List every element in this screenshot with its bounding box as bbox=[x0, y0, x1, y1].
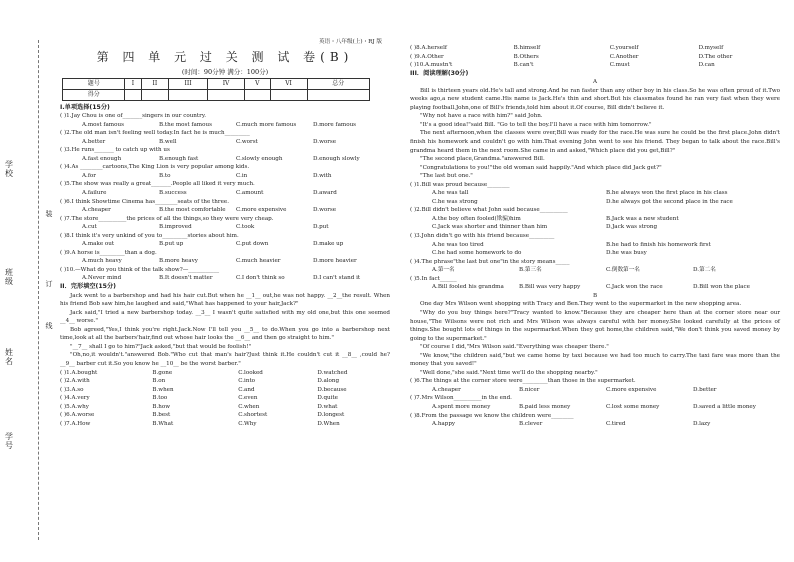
score-cell: V bbox=[245, 78, 271, 89]
passage-paragraph: The next afternoon,when the classes were over,Bill was ready for the race.He was sure he could be the first place.John didn't finish his homework and couldn't go with him.That evening John went to see his friend. They began to talk about the race.Bill's grandma heard them in the next room.She came in and asked,"Which place did you get,Bill?" bbox=[410, 130, 780, 154]
question-stem: ( )10.—What do you think of the talk show?—___________ bbox=[60, 266, 220, 273]
reading-passage-b bbox=[410, 300, 780, 377]
answer-option[interactable]: A.the boy often fooled(欺骗)him bbox=[432, 215, 521, 222]
cloze-option-row bbox=[60, 386, 390, 395]
answer-option[interactable]: D.第二名 bbox=[693, 267, 716, 274]
cloze-option[interactable]: C.shortest bbox=[238, 412, 268, 419]
binding-word-ding: 订 bbox=[45, 280, 53, 288]
question-stem: ( )1.Jay Chou is one of_______singers in our country. bbox=[60, 113, 207, 120]
cloze-option[interactable]: B.gone bbox=[152, 369, 173, 376]
answer-option[interactable]: A.most famous bbox=[82, 121, 124, 128]
cloze-option[interactable]: D.quite bbox=[317, 395, 338, 402]
answer-options bbox=[410, 266, 780, 275]
time-score: (时间：90分钟 满分：100分) bbox=[181, 67, 269, 76]
question-stem: ( )4.As ________cartoons,The King Lion is very popular among kids. bbox=[60, 164, 250, 171]
score-table bbox=[62, 78, 370, 101]
cloze-option[interactable]: C.and bbox=[238, 386, 255, 393]
answer-option[interactable]: D.he was busy bbox=[606, 250, 647, 257]
answer-option[interactable]: A.fast enough bbox=[82, 155, 122, 162]
answer-options bbox=[410, 241, 780, 250]
question-stem: ( )5.In fact______ bbox=[410, 275, 457, 282]
question-stem: ( )6.I think Showtime Cinema has________seats of the three. bbox=[60, 198, 229, 205]
cloze-option: ( )10.A.mustn't bbox=[410, 62, 453, 69]
answer-option[interactable]: C.I don't think so bbox=[236, 275, 285, 282]
cloze-option: ( )7.A.How bbox=[60, 420, 91, 427]
answer-option[interactable]: D.put bbox=[313, 224, 329, 231]
score-cell: IV bbox=[208, 78, 245, 89]
answer-option[interactable]: C.lost some money bbox=[606, 403, 660, 410]
answer-option[interactable]: B.clever bbox=[519, 421, 543, 428]
answer-option[interactable]: A.cut bbox=[82, 224, 97, 231]
answer-option[interactable]: A.he was tall bbox=[432, 190, 469, 197]
answer-option[interactable]: C.worst bbox=[236, 138, 258, 145]
cloze-option[interactable]: D.because bbox=[317, 386, 347, 393]
answer-options bbox=[60, 223, 390, 232]
answer-option[interactable]: B.enough fast bbox=[159, 155, 199, 162]
answer-options bbox=[410, 198, 780, 207]
cloze-option[interactable]: C.even bbox=[238, 395, 258, 402]
answer-option[interactable]: C.he was strong bbox=[432, 198, 478, 205]
cloze-options-continued bbox=[410, 44, 780, 70]
question-stem: ( )2.The old man isn't feeling well today.In fact he is much_________ bbox=[60, 130, 250, 137]
answer-option[interactable]: C.put down bbox=[236, 241, 269, 248]
answer-options bbox=[60, 189, 390, 198]
cloze-option: ( )2.A.with bbox=[60, 378, 90, 385]
reading-questions-a bbox=[410, 181, 780, 292]
question-stem: ( )1.Bill was proud because________ bbox=[410, 181, 510, 188]
question-stem: ( )7.The store__________the prices of all the things,so they were very cheap. bbox=[60, 215, 274, 222]
answer-option[interactable]: C.倒数第一名 bbox=[606, 267, 640, 274]
answer-option[interactable]: A.spent more money bbox=[432, 403, 491, 410]
cloze-option-row bbox=[60, 369, 390, 378]
cloze-option[interactable]: C.into bbox=[238, 378, 256, 385]
score-cell: VI bbox=[270, 78, 307, 89]
answer-option[interactable]: D.enough slowly bbox=[313, 155, 360, 162]
score-cell: 得分 bbox=[63, 89, 125, 100]
answer-options bbox=[60, 274, 390, 283]
question-stem: ( )7.Mrs Wilson__________in the end. bbox=[410, 395, 512, 402]
cloze-options bbox=[60, 369, 390, 429]
answer-options bbox=[60, 138, 390, 147]
answer-options bbox=[410, 403, 780, 412]
score-table-score-row bbox=[63, 89, 370, 100]
answer-option[interactable]: C.more expensive bbox=[606, 386, 657, 393]
passage-paragraph: "The second place,Grandma."answered Bill. bbox=[420, 156, 545, 163]
question-stem: ( )3.He runs_______ to catch up with us bbox=[60, 147, 170, 154]
answer-option[interactable]: A.第一名 bbox=[432, 267, 455, 274]
answer-option[interactable]: D.worse bbox=[313, 138, 337, 145]
answer-option[interactable]: C.in bbox=[236, 172, 248, 179]
cloze-option[interactable]: B.too bbox=[152, 395, 168, 402]
binding-label-class: 班级 bbox=[5, 268, 13, 286]
binding-word-zhuang: 装 bbox=[45, 210, 53, 218]
score-input-cell[interactable] bbox=[245, 89, 271, 100]
cloze-option[interactable]: D.myself bbox=[698, 45, 724, 51]
cloze-option: ( )4.A.very bbox=[60, 395, 90, 402]
score-input-cell[interactable] bbox=[141, 89, 169, 100]
answer-option[interactable]: B.to bbox=[159, 172, 171, 179]
answer-option[interactable]: D.Bill won the place bbox=[693, 284, 750, 291]
passage-paragraph: "We know,"the children said,"but we came home by taxi because we had too much to carry.The taxi fare was more than the money that you saved!" bbox=[410, 352, 780, 368]
answer-option[interactable]: B.put up bbox=[159, 241, 184, 248]
score-cell: 总分 bbox=[307, 78, 369, 89]
cloze-option[interactable]: B.can't bbox=[513, 62, 534, 69]
answer-options bbox=[60, 121, 390, 130]
cloze-option[interactable]: B.on bbox=[152, 378, 166, 385]
answer-option[interactable]: A.much heavy bbox=[82, 258, 122, 265]
passage-paragraph: One day Mrs Wilson went shopping with Tracy and Ben.They went to the supermarket in the new shopping area. bbox=[420, 301, 742, 308]
answer-option[interactable]: C.much more famous bbox=[236, 121, 297, 128]
answer-option[interactable]: A.better bbox=[82, 138, 106, 145]
answer-option[interactable]: D.lazy bbox=[693, 421, 711, 428]
cloze-option: ( )8.A.herself bbox=[410, 45, 447, 51]
answer-option[interactable]: D.I can't stand it bbox=[313, 275, 361, 282]
answer-option[interactable]: D.make up bbox=[313, 241, 344, 248]
binding-label-name: 姓名 bbox=[5, 348, 13, 366]
binding-word-xian: 线 bbox=[45, 322, 53, 330]
section-title: I.单项选择(15分) bbox=[60, 103, 110, 111]
answer-option[interactable]: B.success bbox=[159, 190, 187, 197]
answer-option[interactable]: A.Bill fooled his grandma bbox=[432, 284, 504, 291]
answer-option[interactable]: B.It doesn't matter bbox=[159, 275, 213, 282]
cloze-option[interactable]: D.The other bbox=[698, 53, 733, 60]
answer-option[interactable]: C.amount bbox=[236, 190, 264, 197]
answer-options bbox=[410, 189, 780, 198]
score-cell: III bbox=[169, 78, 208, 89]
answer-option[interactable]: B.he had to finish his homework first bbox=[606, 241, 711, 248]
cloze-option[interactable]: C.when bbox=[238, 403, 260, 410]
passage-paragraph: Bill is thirteen years old.He's tall and strong.And he ran faster than any other boy in his class.So he was often proud of it.Two weeks ago,a new student came.His name is Jack.He's thin and short.But his classmates found he ran very fast when they were playing football.John,one of Bill's friends,told him about it.Of course, Bill didn't believe it. bbox=[410, 87, 780, 111]
cloze-option[interactable]: D.can bbox=[698, 62, 715, 69]
question-stem: ( )3.John didn't go with his friend because_________ bbox=[410, 233, 555, 240]
cloze-option[interactable]: D.When bbox=[317, 420, 340, 427]
question-stem: ( )8.I think it's very unkind of you to_________stories about him. bbox=[60, 232, 239, 239]
answer-options bbox=[60, 155, 390, 164]
answer-options bbox=[410, 223, 780, 232]
answer-options bbox=[60, 172, 390, 181]
answer-option[interactable]: B.nicer bbox=[519, 386, 540, 393]
answer-option[interactable]: B.he always won the first place in his class bbox=[606, 190, 728, 197]
cloze-option[interactable]: D.along bbox=[317, 378, 340, 385]
answer-option[interactable]: A.cheaper bbox=[82, 207, 111, 214]
answer-option[interactable]: A.failure bbox=[82, 190, 107, 197]
reading-passage-a bbox=[410, 87, 780, 181]
cloze-option[interactable]: B.himself bbox=[513, 45, 541, 51]
passage-paragraph: "Oh,no,it wouldn't."answered Bob."Who cut that man's hair?Just think it.He couldn't cut it __8__ ,could he? __9__ barber cut it.So you know he __10__ be the worst barber." bbox=[60, 352, 390, 367]
answer-option[interactable]: B.more heavy bbox=[159, 258, 198, 265]
answer-option[interactable]: A.make out bbox=[82, 241, 115, 248]
score-cell: 题号 bbox=[63, 78, 125, 89]
question-stem: ( )8.From the passage we know the children were________ bbox=[410, 412, 574, 419]
answer-option[interactable]: C.took bbox=[236, 224, 255, 231]
question-stem: ( )6.The things at the corner store were_________than those in the supermarket. bbox=[410, 378, 636, 385]
answer-option[interactable]: C.he had some homework to do bbox=[432, 250, 522, 257]
answer-option[interactable]: B.Jack was a new student bbox=[606, 215, 679, 222]
answer-options bbox=[60, 240, 390, 249]
answer-option[interactable]: D.Jack was strong bbox=[606, 224, 658, 231]
cloze-option[interactable]: C.yourself bbox=[609, 45, 639, 51]
cloze-option-row bbox=[60, 377, 390, 386]
cloze-option-row bbox=[410, 44, 780, 53]
answer-option[interactable]: B.the most comfortable bbox=[159, 207, 226, 214]
answer-option[interactable]: B.well bbox=[159, 138, 177, 145]
answer-option[interactable]: A.for bbox=[82, 172, 96, 179]
edition-subtitle: 英语・八年级(上)・RJ 版 bbox=[319, 39, 382, 45]
cloze-option-row bbox=[60, 420, 390, 429]
score-cell: II bbox=[141, 78, 169, 89]
passage-paragraph: "__7__ shall I go to him?"Jack asked,"but that would be foolish!" bbox=[70, 343, 252, 350]
score-input-cell[interactable] bbox=[208, 89, 245, 100]
cloze-option[interactable]: C.must bbox=[609, 62, 630, 69]
question-stem: ( )5.The show was really a great_______.People all liked it very much. bbox=[60, 181, 255, 188]
answer-option[interactable]: D.better bbox=[693, 386, 717, 393]
answer-options bbox=[410, 283, 780, 292]
answer-option[interactable]: D.more heavier bbox=[313, 258, 357, 265]
passage-paragraph: Jack went to a barbershop and had his hair cut.But when he __1__ out,he was not happy. __2__the result. When his friend Bob saw him,he laughed and said,"What has happened to your hair,Jack?" bbox=[60, 292, 390, 308]
answer-option[interactable]: A.happy bbox=[432, 421, 456, 428]
section-title: III．阅读理解(30分) bbox=[410, 69, 469, 77]
cloze-option: ( )3.A.so bbox=[60, 386, 84, 393]
cloze-option[interactable]: C.Why bbox=[238, 420, 257, 427]
answer-option[interactable]: D.with bbox=[313, 172, 332, 179]
section-title: II．完形填空(15分) bbox=[60, 283, 116, 291]
answer-option[interactable]: C.tired bbox=[606, 421, 626, 428]
passage-paragraph: "The last but one." bbox=[420, 173, 473, 180]
answer-options bbox=[60, 257, 390, 266]
answer-option[interactable]: D.saved a little money bbox=[693, 403, 756, 410]
left-column bbox=[60, 38, 390, 428]
binding-label-number: 学号 bbox=[5, 432, 13, 450]
cloze-option-row bbox=[60, 403, 390, 412]
answer-option[interactable]: C.slowly enough bbox=[236, 155, 283, 162]
binding-label-school: 学校 bbox=[5, 160, 13, 178]
multiple-choice-list bbox=[60, 112, 390, 283]
answer-options bbox=[410, 215, 780, 224]
cloze-option[interactable]: D.longest bbox=[317, 412, 345, 419]
right-column bbox=[410, 44, 780, 429]
cloze-option-row bbox=[60, 394, 390, 403]
answer-option[interactable]: C.Jack was shorter and thinner than him bbox=[432, 224, 548, 231]
cloze-option[interactable]: B.best bbox=[152, 412, 171, 419]
answer-option[interactable]: D.worse bbox=[313, 207, 337, 214]
cloze-option: ( )6.A.worse bbox=[60, 412, 95, 419]
binding-dashed-line bbox=[38, 40, 39, 540]
cloze-option: ( )1.A.bought bbox=[60, 369, 98, 376]
question-stem: ( )2.Bill didn't believe what John said because__________ bbox=[410, 207, 568, 214]
question-stem: ( )4.The phrase"the last but one"in the story means_____ bbox=[410, 258, 570, 265]
passage-label: A bbox=[592, 79, 598, 86]
answer-option[interactable]: B.第三名 bbox=[519, 267, 542, 274]
answer-option[interactable]: A.Never mind bbox=[82, 275, 122, 282]
cloze-option: ( )5.A.why bbox=[60, 403, 89, 410]
passage-paragraph: "Why do you buy things here?"Tracy wanted to know."Because they are cheaper here than at the corner store near our house,"The Wilsons were not rich and Mrs Wilson was always careful with her money.She looked carefully at the prices of things.She bought lots of things in the supermarket.When they got home,the children said,"We don't think you saved money by going to the supermarket." bbox=[410, 309, 780, 342]
answer-option[interactable]: B.the most famous bbox=[159, 121, 212, 128]
answer-option[interactable]: D.he always got the second place in the race bbox=[606, 198, 733, 205]
passage-label: B bbox=[592, 292, 598, 299]
score-input-cell[interactable] bbox=[125, 89, 141, 100]
score-input-cell[interactable] bbox=[169, 89, 208, 100]
question-stem: ( )9.A horse is_________than a dog. bbox=[60, 249, 157, 256]
answer-option[interactable]: D.more famous bbox=[313, 121, 357, 128]
answer-option[interactable]: B.Bill was very happy bbox=[519, 284, 581, 291]
cloze-passage bbox=[60, 292, 390, 369]
cloze-option[interactable]: D.what bbox=[317, 403, 338, 410]
cloze-option[interactable]: C.Another bbox=[609, 53, 639, 60]
answer-options bbox=[410, 386, 780, 395]
cloze-option[interactable]: B.What bbox=[152, 420, 174, 427]
passage-paragraph: "Well done,"she said."Next time we'll do the shopping nearby." bbox=[420, 369, 598, 376]
passage-paragraph: "Of course I did,"Mrs Wilson said."Everything was cheaper there." bbox=[420, 344, 609, 351]
passage-paragraph: "It's a good idea!"said Bill. "Go to tell the boy.I'll have a race with him tomorrow." bbox=[420, 121, 652, 128]
score-table-header-row bbox=[63, 78, 370, 89]
cloze-option[interactable]: B.how bbox=[152, 403, 171, 410]
answer-option[interactable]: C.more expensive bbox=[236, 207, 287, 214]
cloze-option[interactable]: D.watched bbox=[317, 369, 348, 376]
passage-paragraph: "Congratulations to you!"the old woman said happily."And which place did Jack get?" bbox=[420, 164, 662, 171]
score-input-cell[interactable] bbox=[307, 89, 369, 100]
answer-options bbox=[60, 206, 390, 215]
cloze-option[interactable]: B.when bbox=[152, 386, 174, 393]
binding-margin bbox=[0, 0, 58, 562]
answer-option[interactable]: A.cheaper bbox=[432, 386, 461, 393]
cloze-option: ( )9.A.Other bbox=[410, 53, 444, 60]
cloze-option-row bbox=[60, 411, 390, 420]
cloze-option-row bbox=[410, 61, 780, 70]
reading-questions-b bbox=[410, 377, 780, 428]
passage-paragraph: Bob agreed,"Yes,I think you're right.Jack.Now I'll tell you __5__ to do.When you go into a barbershop next time,look at all the barbers'hair,find out whose hair looks the __6__ and then go straight to him." bbox=[60, 326, 390, 342]
answer-option[interactable]: B.paid less money bbox=[519, 403, 571, 410]
answer-option[interactable]: A.he was too tired bbox=[432, 241, 484, 248]
score-input-cell[interactable] bbox=[270, 89, 307, 100]
exam-title: 第 四 单 元 过 关 测 试 卷(B) bbox=[96, 49, 354, 64]
cloze-option[interactable]: C.looked bbox=[238, 369, 263, 376]
answer-option[interactable]: C.Jack won the race bbox=[606, 284, 663, 291]
answer-options bbox=[410, 420, 780, 429]
passage-paragraph: "Why not have a race with him?" said John. bbox=[420, 113, 543, 120]
cloze-option[interactable]: B.Others bbox=[513, 53, 539, 60]
passage-paragraph: Jack said,"I tried a new barbershop today. __3__ I wasn't quite satisfied with my old one,but this one seemed __4__ worse." bbox=[60, 309, 390, 325]
answer-option[interactable]: D.award bbox=[313, 190, 337, 197]
answer-options bbox=[410, 249, 780, 258]
answer-option[interactable]: B.improved bbox=[159, 224, 192, 231]
score-cell: I bbox=[125, 78, 141, 89]
cloze-option-row bbox=[410, 53, 780, 62]
answer-option[interactable]: C.much heavier bbox=[236, 258, 281, 265]
